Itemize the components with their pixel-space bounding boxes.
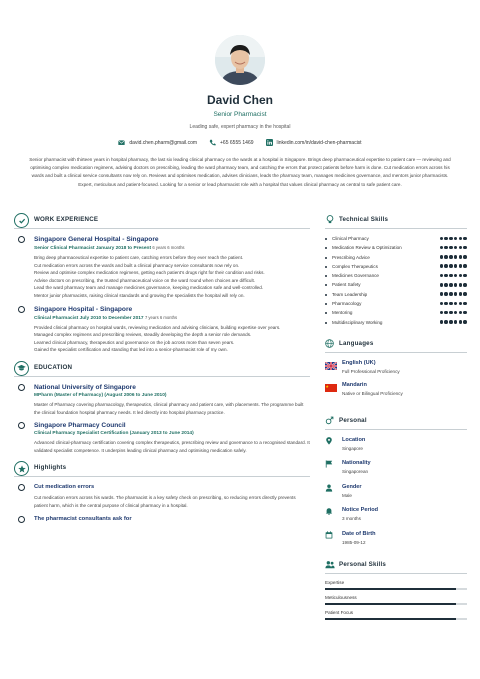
- linkedin-text: linkedin.com/in/david-chen-pharmacist: [276, 139, 362, 146]
- person-icon: [325, 484, 333, 492]
- personal-value: 3 months: [342, 516, 361, 522]
- rating-dot: [444, 302, 448, 306]
- personal-skills-title: Personal Skills: [339, 561, 387, 569]
- gender-symbol-icon: [325, 416, 334, 425]
- personal-skill-name: Meticulousness: [325, 595, 357, 601]
- phone-icon: [209, 139, 216, 146]
- rating-dot: [454, 255, 458, 259]
- highlight-entry: [14, 483, 310, 509]
- skill-rating: [440, 292, 468, 296]
- checklist-icon: [18, 217, 26, 225]
- rating-dot: [454, 274, 458, 278]
- institution-name: National University of Singapore: [34, 383, 136, 391]
- right-column: [325, 212, 467, 625]
- skill-bar-fill: [325, 603, 456, 605]
- language-item: [325, 359, 467, 381]
- rating-dot: [463, 311, 467, 315]
- job-role: Clinical Pharmacist July 2010 to December 2017 7 years 6 months: [34, 314, 178, 321]
- personal-skill-item: [325, 580, 467, 595]
- rating-dot: [449, 274, 453, 278]
- personal-value: Singaporean: [342, 469, 369, 475]
- skill-rating: [440, 274, 468, 278]
- people-icon: [325, 560, 335, 569]
- rating-dot: [444, 292, 448, 296]
- skill-rating: [440, 246, 468, 250]
- rating-dot: [454, 311, 458, 315]
- personal-item: [325, 483, 467, 507]
- highlight-entry: [14, 515, 310, 524]
- skill-rating: [440, 311, 468, 315]
- rating-dot: [449, 320, 453, 324]
- personal-header: [325, 413, 467, 430]
- job-description: Bring deep pharmaceutical expertise to patient care, catching errors before they ever reach the patient. Cut medication errors across the wards and built a clinical pharmacy service consultants now rely on. Review and optimise complex medication regimens, getting each patient's drugs right for their condition and risks. Advise doctors on prescribing, the trusted pharmaceutical voice on the ward round when choices are difficult. Lead the ward pharmacy team and manage medicines governance, keeping medication safe and well-controlled. Mentor junior pharmacists, raising clinical standards and growing the specialists the hospital will rely on.: [34, 255, 265, 298]
- personal-label: Notice Period: [342, 507, 379, 514]
- rating-dot: [444, 283, 448, 287]
- job-role: Senior Clinical Pharmacist January 2018 to Present 6 years 6 months: [34, 245, 185, 251]
- skill-bar-track: [325, 618, 467, 620]
- personal-skills-header: [325, 557, 467, 574]
- contact-email[interactable]: [118, 139, 197, 146]
- phone-text: +65 6555 1469: [220, 139, 254, 146]
- candidate-tagline: Leading safe, expert pharmacy in the hospital: [189, 124, 291, 130]
- flag-icon: [325, 460, 333, 468]
- skill-rating: [440, 320, 468, 324]
- rating-dot: [454, 246, 458, 250]
- skill-row: Medicines Governance: [325, 272, 467, 281]
- personal-item: [325, 459, 467, 483]
- rating-dot: [444, 274, 448, 278]
- skill-row: Mentoring: [325, 309, 467, 318]
- language-level: Native or Bilingual Proficiency: [342, 390, 403, 396]
- rating-dot: [444, 311, 448, 315]
- rating-dot: [463, 274, 467, 278]
- personal-label: Date of Birth: [342, 530, 376, 537]
- rating-dot: [459, 292, 463, 296]
- skill-row: Patient Safety: [325, 281, 467, 290]
- languages-header: [325, 336, 467, 353]
- rating-dot: [454, 283, 458, 287]
- skill-rating: [440, 283, 468, 287]
- highlights-title: Highlights: [34, 464, 67, 472]
- rating-dot: [440, 237, 444, 241]
- personal-skill-name: Expertise: [325, 580, 345, 586]
- calendar-icon: [325, 531, 333, 539]
- rating-dot: [459, 311, 463, 315]
- rating-dot: [449, 255, 453, 259]
- skill-row: Multidisciplinary Working: [325, 319, 467, 328]
- language-item: [325, 381, 467, 403]
- personal-item: [325, 436, 467, 460]
- personal-skill-item: [325, 610, 467, 625]
- education-description: Advanced clinical-pharmacy certification covering complex therapeutics, prescribing review and governance to a recognised standard. It validated specialist competence. It underpins leading clinical pharmacy and optimising medication safely.: [34, 440, 310, 453]
- skill-bar-track: [325, 588, 467, 590]
- uk-flag-icon: [325, 362, 337, 370]
- rating-dot: [459, 283, 463, 287]
- degree: MPharm (Master of Pharmacy) (August 2006 to June 2010): [34, 392, 167, 398]
- lightbulb-icon: [326, 215, 334, 224]
- rating-dot: [440, 302, 444, 306]
- job-duration: 6 years 6 months: [152, 245, 185, 250]
- china-flag-icon: [325, 384, 337, 392]
- globe-icon: [325, 339, 334, 348]
- rating-dot: [449, 302, 453, 306]
- location-pin-icon: [325, 437, 333, 445]
- technical-skills-title: Technical Skills: [339, 216, 389, 223]
- skill-rating: [440, 302, 468, 306]
- rating-dot: [449, 283, 453, 287]
- rating-dot: [444, 237, 448, 241]
- skill-row: Team Leadership: [325, 291, 467, 300]
- rating-dot: [444, 320, 448, 324]
- rating-dot: [463, 246, 467, 250]
- experience-entry: [14, 305, 310, 354]
- personal-value: 1985-09-12: [342, 539, 366, 545]
- skill-row: Complex Therapeutics: [325, 263, 467, 272]
- rating-dot: [440, 264, 444, 268]
- rating-dot: [449, 292, 453, 296]
- mail-icon: [118, 139, 125, 146]
- skill-rating: [440, 255, 468, 259]
- rating-dot: [463, 292, 467, 296]
- employer-name: Singapore Hospital - Singapore: [34, 305, 133, 313]
- work-experience-title: WORK EXPERIENCE: [34, 216, 99, 223]
- rating-dot: [459, 255, 463, 259]
- job-duration: 7 years 6 months: [144, 314, 178, 320]
- language-name: English (UK): [342, 359, 376, 366]
- rating-dot: [459, 237, 463, 241]
- candidate-title: Senior Pharmacist: [213, 111, 267, 118]
- skill-row: Clinical Pharmacy: [325, 235, 467, 244]
- rating-dot: [440, 320, 444, 324]
- language-level: Full Professional Proficiency: [342, 368, 400, 374]
- personal-label: Gender: [342, 483, 362, 490]
- highlight-text: Cut medication errors across his wards. The pharmacist is a key safety check on prescribing, so reducing errors directly prevents patient harm, which is the central purpose of clinical pharmacy in a hospital.: [34, 495, 296, 508]
- personal-label: Location: [342, 436, 366, 443]
- skill-row: Pharmacology: [325, 300, 467, 309]
- job-description: Provided clinical pharmacy on hospital wards, reviewing medication and advising clinicians, building expertise over years. Managed complex regimens and prescribing reviews, steadily developing the depth a senior role demands. Learned clinical pharmacy, therapeutics and governance on the job across more than seven years. Gained the specialist certification and standing that led into a senior-pharmacist role of my own.: [34, 324, 281, 353]
- candidate-name: David Chen: [206, 93, 273, 107]
- personal-item: [325, 506, 467, 530]
- rating-dot: [454, 320, 458, 324]
- rating-dot: [440, 255, 444, 259]
- language-name: Mandarin: [342, 381, 367, 388]
- graduation-cap-icon: [17, 364, 26, 372]
- technical-skills-list: [325, 235, 467, 328]
- rating-dot: [463, 320, 467, 324]
- highlight-title: The pharmacist consultants ask for: [34, 515, 132, 522]
- technical-skills-header: [325, 212, 467, 229]
- rating-dot: [444, 255, 448, 259]
- rating-dot: [463, 302, 467, 306]
- highlights-header: [14, 460, 310, 477]
- rating-dot: [444, 246, 448, 250]
- rating-dot: [459, 302, 463, 306]
- email-text: david.chen.pharm@gmail.com: [129, 139, 198, 146]
- rating-dot: [440, 311, 444, 315]
- contact-linkedin[interactable]: [266, 139, 362, 146]
- rating-dot: [463, 283, 467, 287]
- skill-rating: [440, 237, 468, 241]
- education-entry: [14, 383, 310, 416]
- contact-bar: [0, 139, 480, 146]
- skill-bar-track: [325, 603, 467, 605]
- personal-skill-item: [325, 595, 467, 610]
- profile-summary: Senior pharmacist with thirteen years in hospital pharmacy, the last six leading clinical pharmacy on the wards at a hospital in Singapore. Brings deep pharmaceutical expertise to patient care — reviewing and optimising complex medication regimens, advising doctors on prescribing, leading the ward pharmacy team, and catching the errors that protect patients before harm is done. Cut medication errors across his wards and built a clinical service consultants now rely on. Reviews and optimises medication, advises clinicians, leads the pharmacy team, manages medicines governance, and mentors junior pharmacists. Expert, meticulous and patient-focused. Looking for a senior or lead pharmacist role with a hospital that values clinical pharmacy as central to safe patient care.: [29, 157, 451, 187]
- rating-dot: [463, 264, 467, 268]
- employer-name: Singapore General Hospital - Singapore: [34, 236, 159, 243]
- rating-dot: [449, 246, 453, 250]
- experience-entry: [14, 235, 310, 300]
- education-entry: [14, 421, 310, 454]
- rating-dot: [459, 320, 463, 324]
- work-experience-header: [14, 212, 310, 229]
- personal-value: Singapore: [342, 445, 363, 451]
- rating-dot: [463, 255, 467, 259]
- rating-dot: [459, 274, 463, 278]
- rating-dot: [454, 302, 458, 306]
- left-column: [14, 212, 310, 529]
- education-header: [14, 360, 310, 377]
- degree: Clinical Pharmacy Specialist Certification (January 2013 to June 2014): [34, 431, 194, 437]
- skill-bar-fill: [325, 588, 456, 590]
- skill-row: Prescribing Advice: [325, 254, 467, 263]
- rating-dot: [454, 237, 458, 241]
- education-title: EDUCATION: [34, 363, 73, 371]
- skill-rating: [440, 264, 468, 268]
- personal-item: [325, 530, 467, 554]
- rating-dot: [440, 292, 444, 296]
- personal-skill-name: Patient Focus: [325, 610, 354, 616]
- highlight-title: Cut medication errors: [34, 484, 95, 491]
- personal-value: Male: [342, 492, 352, 498]
- rating-dot: [449, 264, 453, 268]
- rating-dot: [449, 237, 453, 241]
- rating-dot: [440, 274, 444, 278]
- star-badge-icon: [18, 465, 26, 473]
- rating-dot: [463, 237, 467, 241]
- institution-name: Singapore Pharmacy Council: [34, 422, 126, 430]
- linkedin-icon: [266, 139, 273, 146]
- rating-dot: [454, 264, 458, 268]
- rating-dot: [459, 246, 463, 250]
- rating-dot: [454, 292, 458, 296]
- personal-label: Nationality: [342, 460, 371, 467]
- avatar: [215, 35, 265, 85]
- languages-title: Languages: [339, 339, 374, 347]
- contact-phone[interactable]: [209, 139, 254, 146]
- rating-dot: [449, 311, 453, 315]
- rating-dot: [459, 264, 463, 268]
- rating-dot: [440, 283, 444, 287]
- rating-dot: [444, 264, 448, 268]
- skill-bar-fill: [325, 618, 456, 620]
- personal-title: Personal: [339, 416, 367, 424]
- rating-dot: [440, 246, 444, 250]
- education-description: Master of Pharmacy covering pharmacology, therapeutics, clinical pharmacy and patient care, with placements. The programme built the clinical foundation hospital pharmacy needs. It led directly into hospital pharmacy practice.: [34, 401, 304, 415]
- bell-icon: [325, 507, 333, 515]
- skill-row: Medication Review & Optimization: [325, 244, 467, 253]
